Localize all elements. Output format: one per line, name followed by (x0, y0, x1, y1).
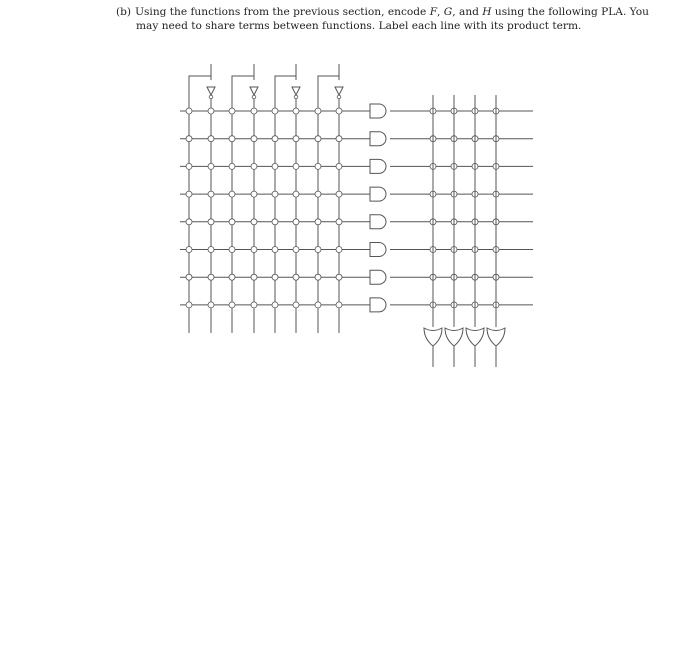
and-crosspoint (293, 302, 299, 308)
and-crosspoint (208, 302, 214, 308)
separator-1: , (437, 6, 444, 18)
inverter-buffer (335, 87, 343, 95)
question-text-part-2: using the following PLA. You (491, 6, 649, 18)
and-gate (370, 104, 386, 118)
and-crosspoint (272, 274, 278, 280)
inverter-buffer (207, 87, 215, 95)
and-gate (370, 187, 386, 201)
and-crosspoint (251, 163, 257, 169)
and-crosspoint (336, 302, 342, 308)
input-tap-wire (318, 64, 339, 80)
or-gate (466, 328, 484, 346)
and-crosspoint (186, 302, 192, 308)
and-crosspoint (336, 191, 342, 197)
and-crosspoint (293, 163, 299, 169)
and-gate (370, 298, 386, 312)
input-tap-wire (275, 64, 296, 80)
and-crosspoint (229, 219, 235, 225)
and-crosspoint (208, 247, 214, 253)
and-crosspoint (186, 219, 192, 225)
separator-2: , and (452, 6, 483, 18)
and-crosspoint (315, 163, 321, 169)
and-crosspoint (208, 108, 214, 114)
and-crosspoint (293, 191, 299, 197)
and-crosspoint (208, 191, 214, 197)
and-crosspoint (315, 108, 321, 114)
and-crosspoint (208, 219, 214, 225)
and-crosspoint (272, 247, 278, 253)
inverter-bubble (252, 95, 256, 99)
and-crosspoint (186, 108, 192, 114)
and-crosspoint (186, 136, 192, 142)
question-text-part-1: Using the functions from the previous section, encode (135, 6, 430, 18)
and-crosspoint (315, 274, 321, 280)
and-crosspoint (315, 136, 321, 142)
and-crosspoint (272, 163, 278, 169)
inverter-bubble (337, 95, 341, 99)
and-crosspoint (251, 274, 257, 280)
or-gate (445, 328, 463, 346)
and-crosspoint (251, 136, 257, 142)
and-crosspoint (251, 191, 257, 197)
and-crosspoint (208, 136, 214, 142)
and-crosspoint (293, 136, 299, 142)
and-crosspoint (229, 274, 235, 280)
or-gate (424, 328, 442, 346)
question-label: (b) (116, 6, 132, 18)
and-crosspoint (272, 191, 278, 197)
and-gate (370, 215, 386, 229)
and-crosspoint (229, 191, 235, 197)
and-crosspoint (336, 274, 342, 280)
and-crosspoint (315, 219, 321, 225)
and-crosspoint (336, 108, 342, 114)
and-crosspoint (229, 163, 235, 169)
and-gate (370, 159, 386, 173)
and-crosspoint (229, 136, 235, 142)
inverter-bubble (294, 95, 298, 99)
and-crosspoint (293, 274, 299, 280)
and-crosspoint (293, 219, 299, 225)
and-crosspoint (315, 302, 321, 308)
and-crosspoint (251, 247, 257, 253)
question-line-2: may need to share terms between functions. Label each line with its product term. (136, 20, 582, 32)
and-crosspoint (336, 247, 342, 253)
and-crosspoint (186, 191, 192, 197)
and-crosspoint (293, 247, 299, 253)
and-crosspoint (186, 163, 192, 169)
input-tap-wire (232, 64, 254, 80)
and-crosspoint (229, 302, 235, 308)
function-g: G (443, 6, 453, 18)
and-crosspoint (272, 302, 278, 308)
and-crosspoint (315, 191, 321, 197)
and-gate (370, 243, 386, 257)
and-crosspoint (315, 247, 321, 253)
and-crosspoint (293, 108, 299, 114)
and-gate (370, 132, 386, 146)
function-f: F (429, 6, 438, 18)
and-crosspoint (272, 219, 278, 225)
inverter-buffer (250, 87, 258, 95)
and-crosspoint (229, 108, 235, 114)
and-crosspoint (336, 219, 342, 225)
and-crosspoint (208, 163, 214, 169)
and-crosspoint (336, 136, 342, 142)
and-crosspoint (251, 302, 257, 308)
and-crosspoint (229, 247, 235, 253)
and-crosspoint (186, 274, 192, 280)
input-tap-wire (189, 64, 211, 80)
inverter-buffer (292, 87, 300, 95)
and-crosspoint (251, 219, 257, 225)
and-crosspoint (272, 136, 278, 142)
and-crosspoint (272, 108, 278, 114)
inverter-bubble (209, 95, 213, 99)
and-crosspoint (251, 108, 257, 114)
function-h: H (482, 6, 492, 18)
and-crosspoint (336, 163, 342, 169)
and-crosspoint (208, 274, 214, 280)
and-crosspoint (186, 247, 192, 253)
and-gate (370, 270, 386, 284)
or-gate (487, 328, 505, 346)
